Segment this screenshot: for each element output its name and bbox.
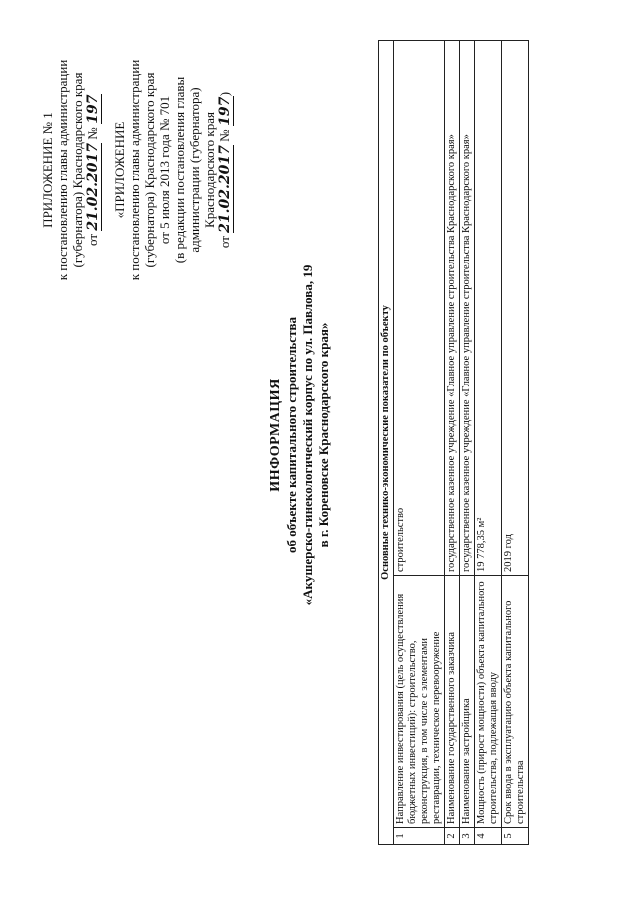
- row-value: 19 778,35 м²: [475, 41, 502, 576]
- prev-appendix-line: от 5 июля 2013 года № 701: [157, 95, 172, 245]
- table-row: [460, 41, 475, 845]
- row-number: 5: [502, 828, 529, 845]
- appendix-block: [40, 55, 234, 285]
- row-value: 2019 год: [502, 41, 529, 576]
- handwritten-number: 197: [85, 94, 101, 124]
- heading-line: об объекте капитального строительства: [284, 317, 299, 553]
- handwritten-number: 197: [217, 96, 233, 126]
- row-value: государственное казенное учреждение «Главное управление строительства Краснодарского края»: [445, 41, 460, 576]
- appendix-line: (губернатора) Краснодарского края: [70, 72, 85, 268]
- prev-appendix-line: Краснодарского края: [202, 112, 217, 228]
- row-value: государственное казенное учреждение «Главное управление строительства Краснодарского края»: [460, 41, 475, 576]
- prev-appendix-line: (губернатора) Краснодарского края: [142, 72, 157, 268]
- heading-line: «Акушерско-гинекологический корпус по ул. Павлова, 19: [300, 264, 315, 606]
- table-header: Основные технико-экономические показатели по объекту: [379, 41, 394, 845]
- table-row: [445, 41, 460, 845]
- prev-appendix-line: к постановлению главы администрации: [127, 59, 142, 281]
- appendix-title: ПРИЛОЖЕНИЕ № 1: [40, 112, 55, 228]
- row-label: Наименование государственного заказчика: [445, 576, 460, 828]
- heading-title: ИНФОРМАЦИЯ: [268, 378, 283, 492]
- row-label: Наименование застройщика: [460, 576, 475, 828]
- row-label: Срок ввода в эксплуатацию объекта капитального строительства: [502, 576, 529, 828]
- handwritten-date: 21.02.2017: [85, 142, 101, 231]
- row-number: 4: [475, 828, 502, 845]
- row-number: 1: [394, 828, 445, 845]
- indicators-table: [378, 40, 529, 845]
- handwritten-date: 21.02.2017: [217, 145, 233, 233]
- table-row: [394, 41, 445, 845]
- prev-appendix-line: (в редакции постановления главы: [172, 76, 187, 264]
- document-heading: [268, 225, 332, 645]
- row-number: 3: [460, 828, 475, 845]
- row-label: Мощность (прирост мощности) объекта капитального строительства, подлежащая вводу: [475, 576, 502, 828]
- row-label: Направление инвестирования (цель осуществления бюджетных инвестиций): строительство, реконструкция, в том числе с элементами реставрации, техническое перевооружение: [394, 576, 445, 828]
- row-value: строительство: [394, 41, 445, 576]
- prev-appendix-date-line: от 21.02.2017 № 197): [217, 91, 233, 249]
- prev-appendix-line: администрации (губернатора): [187, 87, 202, 253]
- appendix-date-line: от 21.02.2017 № 197: [85, 94, 101, 246]
- table-row: [502, 41, 529, 845]
- heading-line: в г. Кореновске Краснодарского края»: [316, 322, 331, 548]
- appendix-line: к постановлению главы администрации: [55, 59, 70, 281]
- row-number: 2: [445, 828, 460, 845]
- prev-appendix-title: «ПРИЛОЖЕНИЕ: [112, 121, 127, 219]
- table-header-row: [379, 41, 394, 845]
- table-row: [475, 41, 502, 845]
